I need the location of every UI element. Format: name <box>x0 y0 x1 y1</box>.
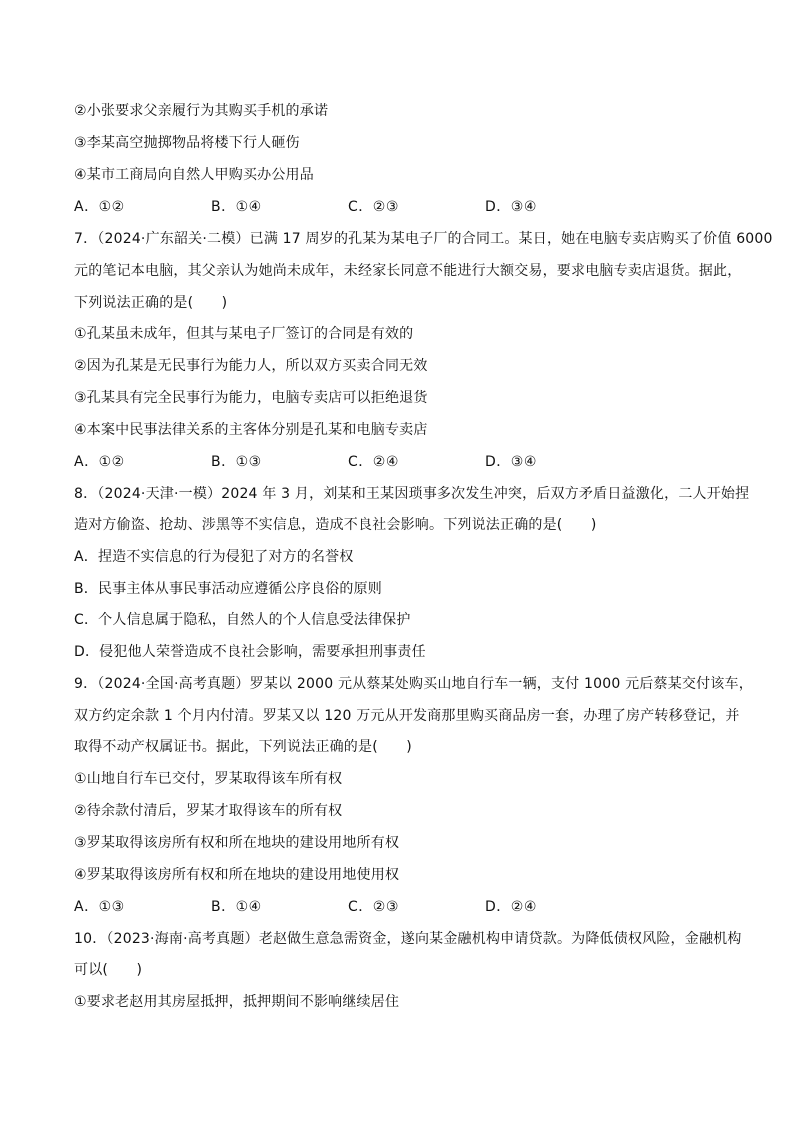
q9-option-d[interactable]: D．②④ <box>485 899 537 915</box>
q8-stem-line-1: 8．（2024·天津·一模）2024 年 3 月，刘某和王某因琐事多次发生冲突，后双方矛盾日益激化，二人开始捏 <box>74 486 750 502</box>
q9-option-a[interactable]: A．①③ <box>74 899 125 915</box>
q9-stem-line-1: 9．（2024·全国·高考真题）罗某以 2000 元从蔡某处购买山地自行车一辆，支付 1000 元后蔡某交付该车， <box>74 676 753 692</box>
q10-item-1: ①要求老赵用其房屋抵押，抵押期间不影响继续居住 <box>74 994 400 1010</box>
q9-item-3: ③罗某取得该房所有权和所在地块的建设用地所有权 <box>74 835 400 851</box>
q9-item-2: ②待余款付清后，罗某才取得该车的所有权 <box>74 803 343 819</box>
q9-stem-line-3: 取得不动产权属证书。据此，下列说法正确的是( ) <box>74 739 412 755</box>
q6-option-a[interactable]: A．①② <box>74 199 125 215</box>
q8-stem-line-2: 造对方偷盗、抢劫、涉黑等不实信息，造成不良社会影响。下列说法正确的是( ) <box>74 517 597 533</box>
q6-options <box>74 197 714 217</box>
q9-option-c[interactable]: C．②③ <box>348 899 399 915</box>
q6-item-2: ②小张要求父亲履行为其购买手机的承诺 <box>74 103 329 119</box>
q8-choice-b[interactable]: B．民事主体从事民事活动应遵循公序良俗的原则 <box>74 581 383 597</box>
q7-option-a[interactable]: A．①② <box>74 454 125 470</box>
q7-item-4: ④本案中民事法律关系的主客体分别是孔某和电脑专卖店 <box>74 422 428 438</box>
q7-option-c[interactable]: C．②④ <box>348 454 399 470</box>
q6-item-4: ④某市工商局向自然人甲购买办公用品 <box>74 167 314 183</box>
q7-option-b[interactable]: B．①③ <box>211 454 262 470</box>
q10-stem-line-1: 10．（2023·海南·高考真题）老赵做生意急需资金，遂向某金融机构申请贷款。为降低债权风险，金融机构 <box>74 931 742 947</box>
q8-choice-a[interactable]: A．捏造不实信息的行为侵犯了对方的名誉权 <box>74 549 354 565</box>
q8-choice-c[interactable]: C．个人信息属于隐私，自然人的个人信息受法律保护 <box>74 612 411 628</box>
q6-item-3: ③李某高空抛掷物品将楼下行人砸伤 <box>74 135 300 151</box>
q6-option-c[interactable]: C．②③ <box>348 199 399 215</box>
q7-stem-line-3: 下列说法正确的是( ) <box>74 295 228 311</box>
q9-options <box>74 897 714 917</box>
q8-choice-d[interactable]: D．侵犯他人荣誉造成不良社会影响，需要承担刑事责任 <box>74 644 426 660</box>
q9-item-1: ①山地自行车已交付，罗某取得该车所有权 <box>74 771 343 787</box>
q9-item-4: ④罗某取得该房所有权和所在地块的建设用地使用权 <box>74 867 400 883</box>
q7-stem-line-1: 7．（2024·广东韶关·二模）已满 17 周岁的孔某为某电子厂的合同工。某日，她在电脑专卖店购买了价值 6000 <box>74 231 773 247</box>
q6-option-b[interactable]: B．①④ <box>211 199 262 215</box>
q7-options <box>74 452 714 472</box>
q10-stem-line-2: 可以( ) <box>74 962 143 978</box>
q9-option-b[interactable]: B．①④ <box>211 899 262 915</box>
q7-item-1: ①孔某虽未成年，但其与某电子厂签订的合同是有效的 <box>74 326 414 342</box>
q7-stem-line-2: 元的笔记本电脑，其父亲认为她尚未成年，未经家长同意不能进行大额交易，要求电脑专卖店退货。据此， <box>74 263 742 279</box>
q6-option-d[interactable]: D．③④ <box>485 199 537 215</box>
q9-stem-line-2: 双方约定余款 1 个月内付清。罗某又以 120 万元从开发商那里购买商品房一套，办理了房产转移登记，并 <box>74 708 740 724</box>
q7-option-d[interactable]: D．③④ <box>485 454 537 470</box>
q7-item-2: ②因为孔某是无民事行为能力人，所以双方买卖合同无效 <box>74 358 428 374</box>
q7-item-3: ③孔某具有完全民事行为能力，电脑专卖店可以拒绝退货 <box>74 390 428 406</box>
